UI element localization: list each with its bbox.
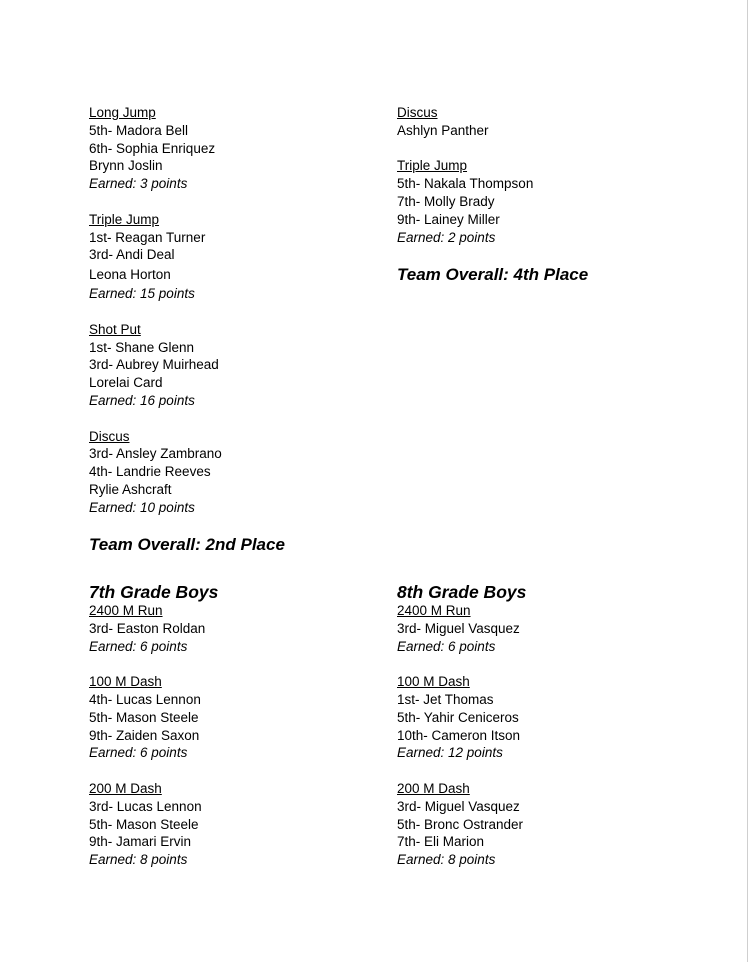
event-title: Discus bbox=[89, 428, 130, 444]
earned-points: Earned: 8 points bbox=[89, 852, 188, 868]
right-bottom-column bbox=[397, 582, 697, 887]
earned-points: Earned: 3 points bbox=[89, 176, 188, 192]
result-line: 5th- Bronc Ostrander bbox=[397, 816, 524, 832]
event-title: 200 M Dash bbox=[397, 780, 470, 796]
event-title: Discus bbox=[397, 105, 438, 120]
event-block bbox=[89, 780, 389, 869]
earned-points: Earned: 16 points bbox=[89, 392, 195, 408]
left-bottom-column bbox=[89, 582, 389, 887]
earned-points: Earned: 6 points bbox=[397, 638, 496, 654]
event-block bbox=[89, 673, 389, 762]
result-line: 9th- Lainey Miller bbox=[397, 211, 500, 227]
earned-points: Earned: 10 points bbox=[89, 499, 195, 515]
result-line: Rylie Ashcraft bbox=[89, 481, 172, 497]
result-line: 4th- Landrie Reeves bbox=[89, 464, 211, 480]
earned-points: Earned: 15 points bbox=[89, 286, 195, 302]
result-line: 3rd- Andi Deal bbox=[89, 247, 175, 263]
earned-points: Earned: 6 points bbox=[89, 638, 188, 654]
result-line: 1st- Reagan Turner bbox=[89, 229, 206, 245]
left-top-column bbox=[89, 104, 389, 556]
page-edge bbox=[747, 0, 748, 962]
event-title: 200 M Dash bbox=[89, 780, 162, 796]
earned-points: Earned: 2 points bbox=[397, 229, 496, 245]
result-line: 3rd- Ansley Zambrano bbox=[89, 446, 222, 462]
result-line: 9th- Zaiden Saxon bbox=[89, 727, 200, 743]
result-line: 10th- Cameron Itson bbox=[397, 727, 521, 743]
grade-heading: 7th Grade Boys bbox=[89, 582, 219, 602]
result-line: 3rd- Miguel Vasquez bbox=[397, 620, 520, 636]
team-overall-heading: Team Overall: 2nd Place bbox=[89, 535, 285, 555]
event-block bbox=[397, 673, 697, 762]
result-line: 6th- Sophia Enriquez bbox=[89, 140, 216, 156]
event-block bbox=[89, 428, 389, 517]
event-block bbox=[89, 211, 389, 303]
result-line: 5th- Mason Steele bbox=[89, 709, 199, 725]
result-line: 3rd- Aubrey Muirhead bbox=[89, 357, 219, 373]
result-line: 3rd- Miguel Vasquez bbox=[397, 798, 520, 814]
event-block bbox=[397, 602, 697, 655]
result-line: 5th- Mason Steele bbox=[89, 816, 199, 832]
earned-points: Earned: 12 points bbox=[397, 745, 503, 761]
event-block bbox=[397, 157, 697, 246]
event-block bbox=[397, 104, 697, 140]
result-line: 1st- Jet Thomas bbox=[397, 691, 494, 707]
result-line: Ashlyn Panther bbox=[397, 122, 489, 138]
right-top-column bbox=[397, 104, 697, 286]
grade-heading: 8th Grade Boys bbox=[397, 582, 527, 602]
result-line: 3rd- Easton Roldan bbox=[89, 620, 206, 636]
result-line: 5th- Madora Bell bbox=[89, 122, 189, 138]
result-line: Leona Horton bbox=[89, 267, 171, 283]
event-title: Shot Put bbox=[89, 321, 141, 337]
event-title: Triple Jump bbox=[397, 158, 468, 174]
team-overall-heading: Team Overall: 4th Place bbox=[397, 265, 589, 285]
earned-points: Earned: 6 points bbox=[89, 745, 188, 761]
event-title: 100 M Dash bbox=[397, 674, 470, 690]
event-title: Triple Jump bbox=[89, 211, 160, 227]
result-line: Lorelai Card bbox=[89, 375, 163, 391]
event-title: 2400 M Run bbox=[397, 603, 471, 618]
event-title: 2400 M Run bbox=[89, 603, 163, 618]
event-block bbox=[89, 602, 389, 655]
result-line: 3rd- Lucas Lennon bbox=[89, 798, 202, 814]
result-line: 7th- Eli Marion bbox=[397, 834, 485, 850]
event-title: 100 M Dash bbox=[89, 674, 162, 690]
event-block bbox=[89, 321, 389, 410]
result-line: 5th- Nakala Thompson bbox=[397, 176, 534, 192]
result-line: 4th- Lucas Lennon bbox=[89, 691, 201, 707]
event-block bbox=[397, 780, 697, 869]
result-line: 5th- Yahir Ceniceros bbox=[397, 709, 519, 725]
event-title: Long Jump bbox=[89, 105, 156, 120]
earned-points: Earned: 8 points bbox=[397, 852, 496, 868]
result-line: 1st- Shane Glenn bbox=[89, 339, 195, 355]
result-line: 9th- Jamari Ervin bbox=[89, 834, 192, 850]
result-line: 7th- Molly Brady bbox=[397, 193, 495, 209]
result-line: Brynn Joslin bbox=[89, 158, 163, 174]
event-block bbox=[89, 104, 389, 193]
